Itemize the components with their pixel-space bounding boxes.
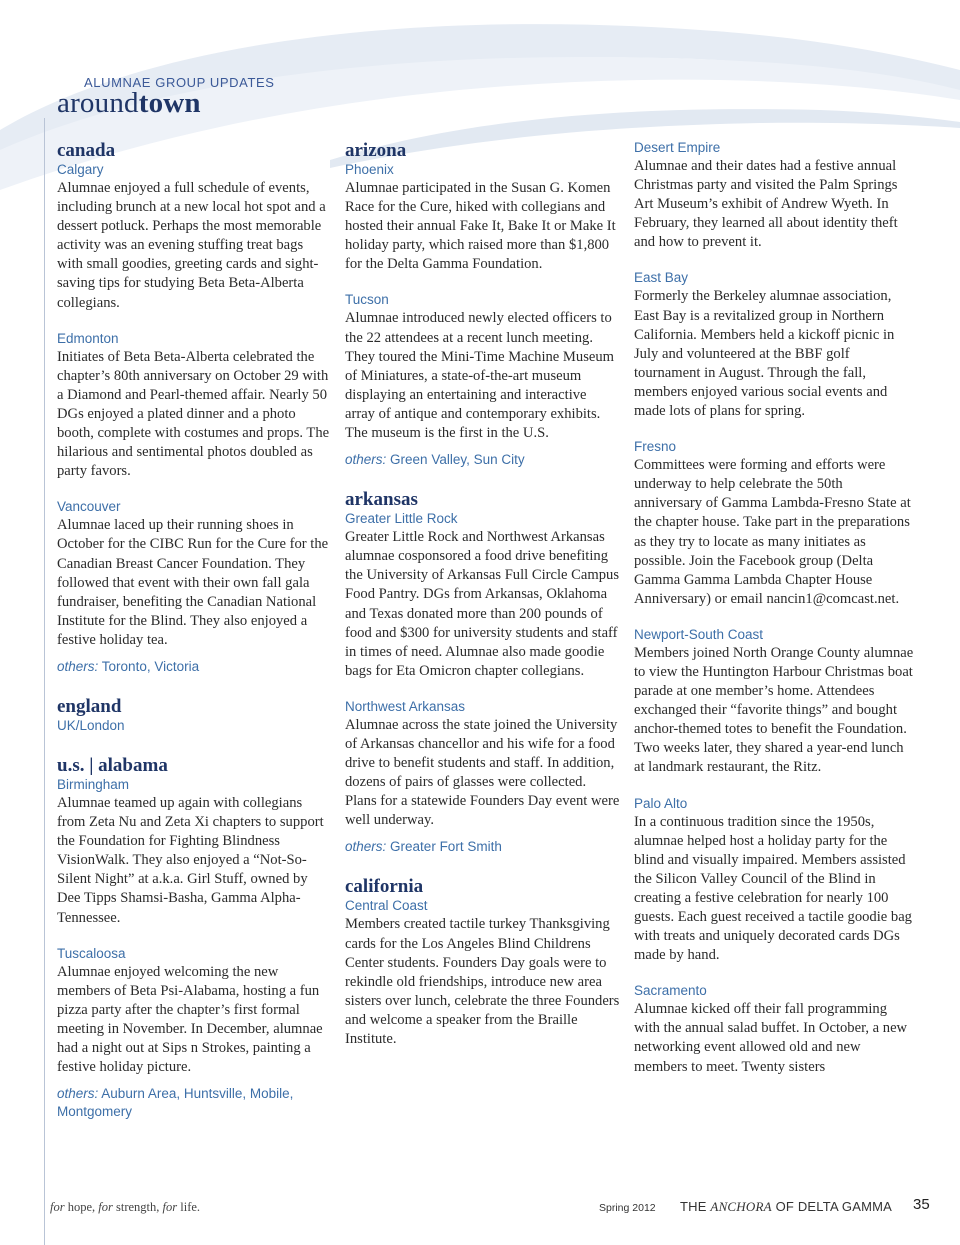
text-calgary: Alumnae enjoyed a full schedule of events, including brunch at a new local hot spot and a dessert potluck. Perhaps the most memorable activity was an evening stuffing treat bags with small goodies, greeting cards and sight-saving tips for studying Beta Beta-Alberta collegians. [57, 180, 326, 311]
city-palo-alto: Palo Alto [634, 795, 688, 811]
text-greater-little-rock: Greater Little Rock and Northwest Arkansas alumnae cosponsored a food drive benefiting the University of Arkansas Full Circle Campus Food Pantry. DGs from Arkansas, Oklahoma and Texas donated more than 200 pounds of food and $300 for university students and staff in times of need. Alumnae also made goodie bags for Eta Omicron chapter collegians. [345, 529, 620, 679]
pub-post: OF DELTA GAMMA [771, 1199, 893, 1214]
city-phoenix: Phoenix [345, 162, 394, 177]
text-phoenix: Alumnae participated in the Susan G. Komen Race for the Cure, hiked with collegians and hosted their annual Fake It, Bake It or Make It holiday party, which raised more than $1,800 for the Delta Gamma Foundation. [345, 180, 616, 273]
tagline-for-2: for [98, 1200, 113, 1214]
column-2 [345, 140, 620, 1066]
city-calgary: Calgary [57, 162, 104, 177]
region-heading-england: england [57, 695, 122, 717]
entry-greater-little-rock [345, 510, 620, 681]
text-palo-alto: In a continuous tradition since the 1950s, alumnae helped host a holiday party for the blind and visually impaired. Members assisted the Silicon Valley Council of the Blind in creating a festive celebration for nearly 100 guests. Each guest received a tactile goodie bag with treats and uniquely decorated cards DGs made by hand. [634, 813, 912, 964]
entry-east-bay [634, 269, 914, 421]
page-title-light: around [57, 87, 139, 119]
others-canada [57, 658, 332, 676]
text-northwest-arkansas: Alumnae across the state joined the University of Arkansas chancellor and his wife for a food drive to benefit students and staff. In addition, dozens of pairs of glasses were collected. Plans for a statewide Founders Day event were well underway. [345, 716, 620, 829]
text-sacramento: Alumnae kicked off their fall programming with the annual salad buffet. In October, a new networking event allowed old and new members to meet. Twenty sisters [634, 1001, 908, 1075]
city-east-bay: East Bay [634, 270, 689, 286]
city-fresno: Fresno [634, 439, 677, 455]
entry-birmingham [57, 776, 332, 928]
region-heading-alabama: u.s. | alabama [57, 754, 168, 776]
others-value: Green Valley, Sun City [390, 452, 525, 468]
entry-calgary [57, 161, 332, 313]
entry-london [57, 717, 332, 735]
city-london: UK/London [57, 717, 125, 733]
city-tuscaloosa: Tuscaloosa [57, 945, 126, 961]
others-label: others: [345, 839, 387, 855]
tagline-strength: strength, [112, 1200, 160, 1214]
page-title-bold: town [138, 87, 201, 119]
entry-tuscaloosa [57, 945, 332, 1122]
page-title [57, 87, 201, 120]
others-value: Toronto, Victoria [101, 658, 200, 674]
city-edmonton: Edmonton [57, 330, 119, 346]
column-1 [57, 140, 332, 1138]
city-birmingham: Birmingham [57, 776, 130, 792]
region-heading-arkansas: arkansas [345, 489, 418, 511]
others-arkansas [345, 838, 620, 856]
column-3 [634, 139, 914, 1094]
city-sacramento: Sacramento [634, 983, 707, 999]
city-northwest-arkansas: Northwest Arkansas [345, 698, 466, 714]
footer-tagline [50, 1200, 200, 1215]
others-label: others: [57, 658, 99, 674]
text-fresno: Committees were forming and efforts were underway to help celebrate the 50th anniversary of Gamma Lambda-Fresno State at the chapter house. Take part in the preparations as they try to locate as many initiates as possible. Join the Facebook group (Delta Gamma Gamma Lambda Chapter House Anniversary) or email nancin1@comcast.net. [634, 457, 911, 607]
text-edmonton: Initiates of Beta Beta-Alberta celebrated the chapter’s 80th anniversary on October 29 with a Diamond and Pearl-themed affair. Nearly 50 DGs enjoyed a plated dinner and a photo booth, complete with costumes and props. The hilarious and sentimental photos doubled as party favors. [57, 348, 330, 480]
region-heading-arizona: arizona [345, 140, 407, 161]
text-tuscaloosa: Alumnae enjoyed welcoming the new members of Beta Psi-Alabama, hosting a fun pizza party after the chapter’s first formal meeting in November. In December, alumnae had a night out at Sips n Strokes, painting a festive holiday picture. [57, 963, 323, 1076]
section-label: ALUMNAE GROUP UPDATES [84, 75, 275, 90]
others-value: Auburn Area, Huntsville, Mobile, Montgomery [57, 1086, 294, 1120]
entry-newport-south-coast [634, 626, 914, 778]
text-desert-empire: Alumnae and their dates had a festive annual Christmas party and visited the Palm Springs Art Museum’s exhibit of Andrew Wyeth. In February, they learned all about identity theft and how to prevent it. [634, 158, 898, 251]
city-vancouver: Vancouver [57, 499, 121, 515]
text-east-bay: Formerly the Berkeley alumnae association, East Bay is a revitalized group in Northern California. Members held a kickoff picnic in July and volunteered at the BBF golf tournament in August. Through the fall, members enjoyed various social events and made lots of plans for spring. [634, 288, 895, 420]
tagline-life: life. [177, 1200, 201, 1214]
tagline-hope: hope, [64, 1200, 96, 1214]
region-heading-canada: canada [57, 140, 116, 161]
city-greater-little-rock: Greater Little Rock [345, 511, 458, 527]
others-alabama [57, 1085, 332, 1121]
entry-central-coast [345, 897, 620, 1049]
text-newport-south-coast: Members joined North Orange County alumnae to view the Huntington Harbour Christmas boat parade at one member’s home. Attendees exchanged their “favorite things” and bought anchor-themed totes to benefit the Foundation. Two weeks later, they shared a year-end lunch at landmark restaurant, the Ritz. [634, 644, 914, 776]
text-vancouver: Alumnae laced up their running shoes in October for the CIBC Run for the Cure for the Canadian Breast Cancer Foundation. They followed that event with their own fall gala fundraiser, benefiting the Canadian National Institute for the Blind. They also enjoyed a festive holiday tea. [57, 517, 329, 648]
others-label: others: [345, 452, 387, 468]
entry-edmonton [57, 330, 332, 482]
tagline-for-3: for [162, 1200, 178, 1214]
left-margin-rule [44, 118, 45, 1245]
entry-vancouver [57, 498, 332, 676]
others-value: Greater Fort Smith [390, 839, 502, 855]
tagline-for-1: for [50, 1200, 65, 1214]
region-heading-california: california [345, 876, 424, 898]
pub-pre: THE [680, 1199, 711, 1214]
entry-tucson [345, 291, 620, 469]
entry-sacramento [634, 982, 914, 1076]
city-central-coast: Central Coast [345, 898, 428, 914]
city-desert-empire: Desert Empire [634, 140, 721, 155]
entry-desert-empire [634, 139, 914, 252]
city-newport-south-coast: Newport-South Coast [634, 626, 764, 642]
others-label: others: [57, 1086, 99, 1102]
entry-northwest-arkansas [345, 698, 620, 857]
page-number: 35 [913, 1196, 930, 1213]
others-arizona [345, 451, 620, 469]
entry-palo-alto [634, 795, 914, 966]
footer-publication [680, 1199, 892, 1215]
text-tucson: Alumnae introduced newly elected officers to the 22 attendees at a recent lunch meeting. They toured the Mini-Time Machine Museum of Miniatures, a state-of-the-art museum displaying an entertaining and interactive array of antique and contemporary exhibits. The museum is the first in the U.S. [345, 310, 615, 442]
footer-issue-date: Spring 2012 [599, 1202, 656, 1214]
pub-italic: ANCHORA [710, 1199, 772, 1214]
entry-phoenix [345, 161, 620, 274]
entry-fresno [634, 438, 914, 609]
city-tucson: Tucson [345, 292, 389, 308]
text-central-coast: Members created tactile turkey Thanksgiving cards for the Los Angeles Blind Childrens Center students. Founders Day goals were to rekindle old friendships, introduce new area sisters over lunch, celebrate the three Founders and welcome a speaker from the Braille Institute. [345, 916, 620, 1047]
text-birmingham: Alumnae teamed up again with collegians from Zeta Nu and Zeta Xi chapters to support the Foundation for Fighting Blindness VisionWalk. They also enjoyed a “Not-So-Silent Night” at a.k.a. Girl Stuff, owned by Dee Tipps Shamsi-Basha, Gamma Alpha-Tennessee. [57, 794, 324, 926]
